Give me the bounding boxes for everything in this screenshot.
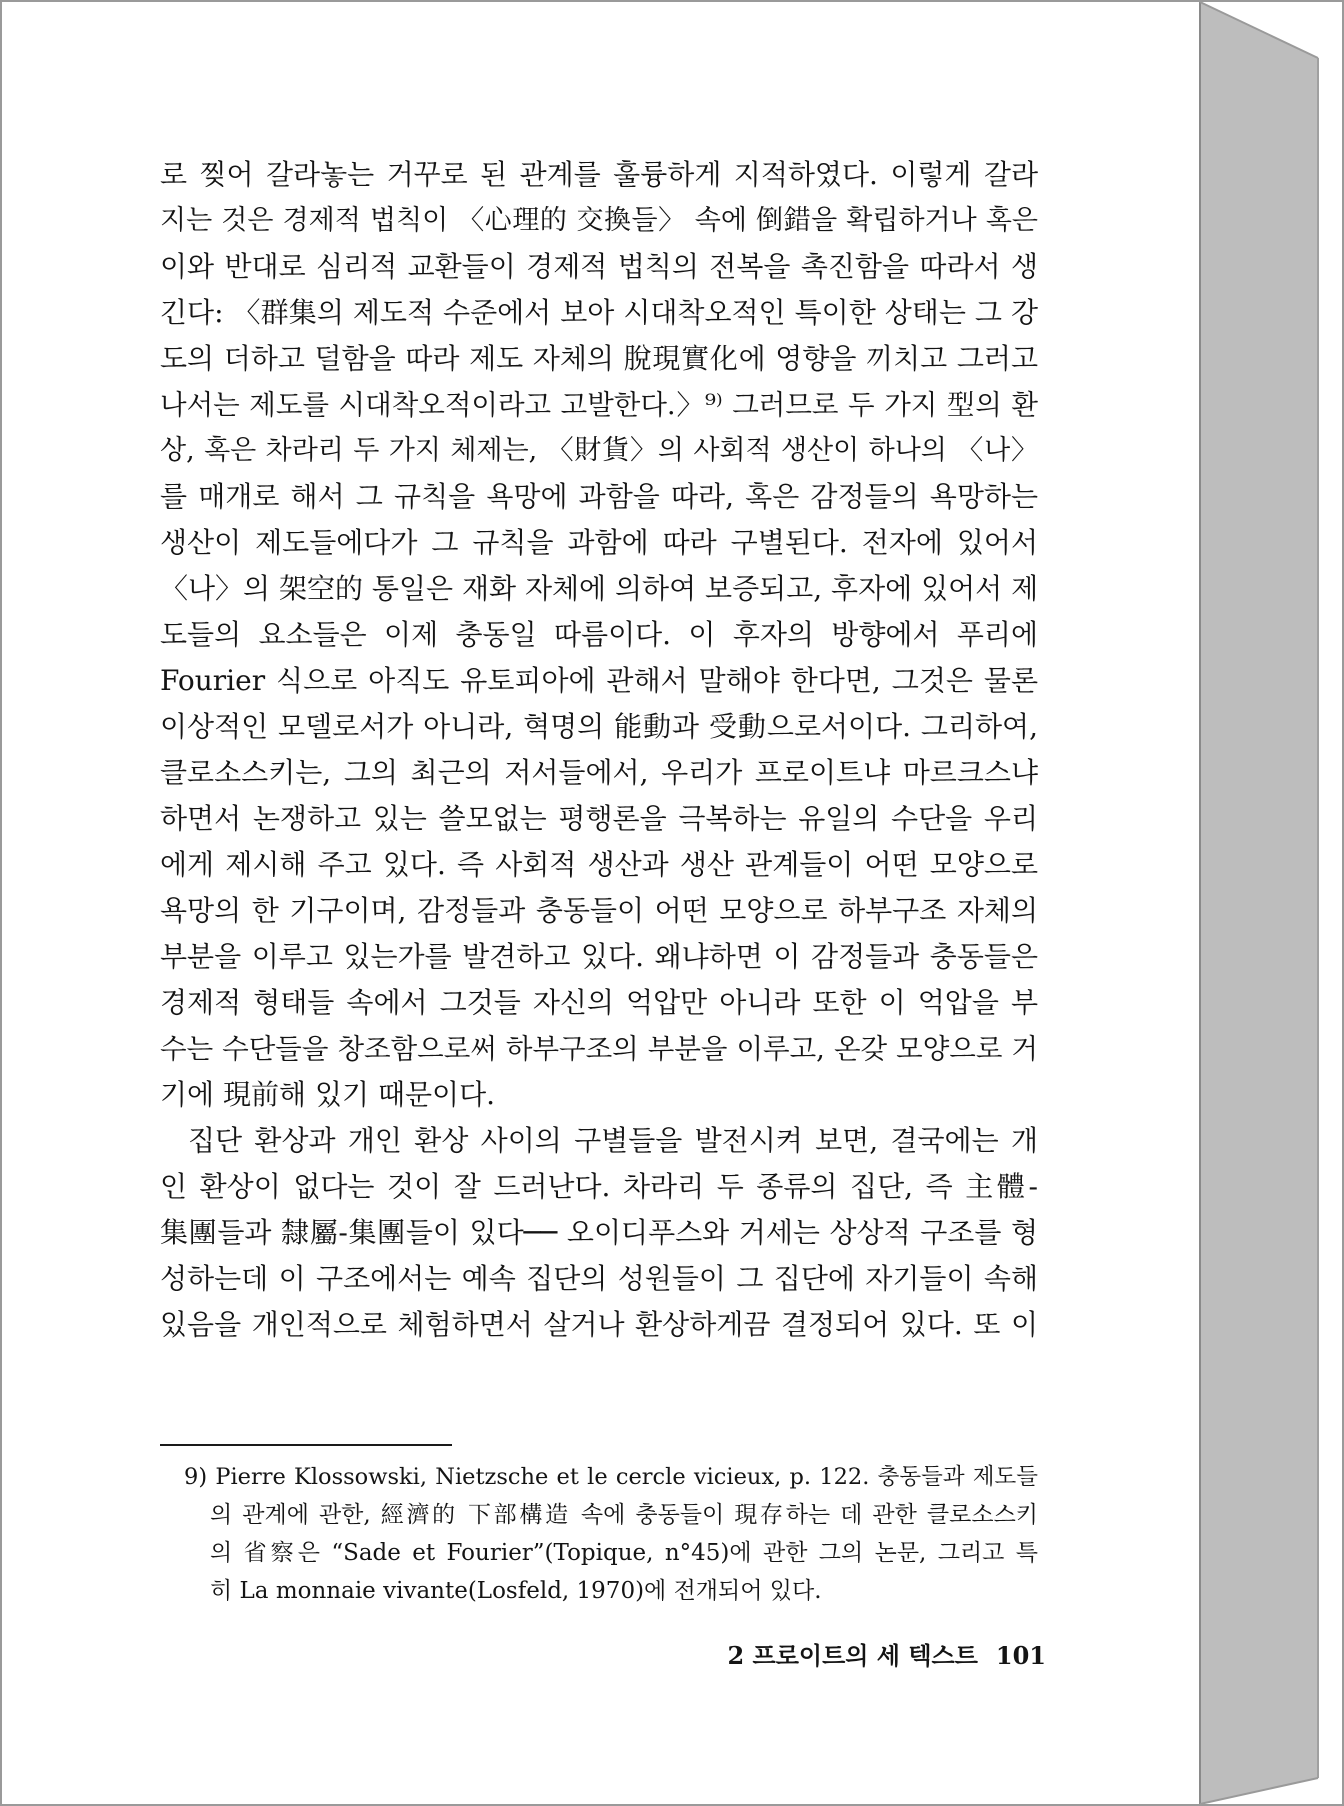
text-line: 이와 반대로 심리적 교환들이 경제적 법칙의 전복을 촉진함을 따라서 생 [160,250,1038,283]
text-line: 로 찢어 갈라놓는 거꾸로 된 관계를 훌륭하게 지적하였다. 이렇게 갈라 [160,158,1038,191]
text-line: 도의 더하고 덜함을 따라 제도 자체의 脫現實化에 영향을 끼치고 그러고 [160,342,1038,375]
text-line: 〈나〉의 架空的 통일은 재화 자체에 의하여 보증되고, 후자에 있어서 제 [160,572,1038,605]
text-line: 있음을 개인적으로 체험하면서 살거나 환상하게끔 결정되어 있다. 또 이 [160,1308,1038,1341]
text-line: 에게 제시해 주고 있다. 즉 사회적 생산과 생산 관계들이 어떤 모양으로 [160,848,1038,881]
text-line: 긴다: 〈群集의 제도적 수준에서 보아 시대착오적인 특이한 상태는 그 강 [160,296,1038,329]
text-line: Fourier 식으로 아직도 유토피아에 관해서 말해야 한다면, 그것은 물론 [160,664,1038,697]
text-line: 생산이 제도들에다가 그 규칙을 과함에 따라 구별된다. 전자에 있어서 [160,526,1038,559]
text-line: 도들의 요소들은 이제 충동일 따름이다. 이 후자의 방향에서 푸리에 [160,618,1038,651]
footnote-line: 의 省察은 “Sade et Fourier”(Topique, n°45)에 관한 그의 논문, 그리고 특 [210,1540,1038,1566]
running-title: 2 프로이트의 세 텍스트 [727,1641,978,1670]
text-line: 클로소스키는, 그의 최근의 저서들에서, 우리가 프로이트냐 마르크스냐 [160,756,1038,789]
text-line: 를 매개로 해서 그 규칙을 욕망에 과함을 따라, 혹은 감정들의 욕망하는 [160,480,1038,513]
footnote-line: 9) Pierre Klossowski, Nietzsche et le cercle vicieux, p. 122. 충동들과 제도들 [184,1464,1038,1490]
text-line: 수는 수단들을 창조함으로써 하부구조의 부분을 이루고, 온갖 모양으로 거 [160,1033,1038,1065]
text-line: 부분을 이루고 있는가를 발견하고 있다. 왜냐하면 이 감정들과 충동들은 [160,940,1038,973]
text-line: 集團들과 隸屬-集團들이 있다── 오이디푸스와 거세는 상상적 구조를 형 [160,1216,1038,1249]
text-line: 지는 것은 경제적 법칙이 〈心理的 交換들〉 속에 倒錯을 확립하거나 혹은 [160,205,1038,236]
footnote-line: 의 관계에 관한, 經濟的 下部構造 속에 충동들이 現存하는 데 관한 클로소스키 [210,1502,1038,1528]
text-line: 성하는데 이 구조에서는 예속 집단의 성원들이 그 집단에 자기들이 속해 [160,1262,1038,1295]
text-line: 기에 現前해 있기 때문이다. [160,1078,496,1111]
text-line: 집단 환상과 개인 환상 사이의 구별들을 발전시켜 보면, 결국에는 개 [188,1124,1038,1157]
page-footer [706,1638,1046,1674]
text-line: 이상적인 모델로서가 아니라, 혁명의 能動과 受動으로서이다. 그리하여, [160,710,1038,743]
text-line: 경제적 형태들 속에서 그것들 자신의 억압만 아니라 또한 이 억압을 부 [160,986,1038,1019]
text-line: 하면서 논쟁하고 있는 쓸모없는 평행론을 극복하는 유일의 수단을 우리 [160,802,1038,835]
footnote-divider [160,1444,452,1446]
footnote-line: 히 La monnaie vivante(Losfeld, 1970)에 전개되어 있다. [210,1578,822,1604]
page-number: 101 [995,1641,1046,1670]
text-line: 나서는 제도를 시대착오적이라고 고발한다.〉⁹⁾ 그러므로 두 가지 型의 환 [160,389,1038,421]
text-line: 욕망의 한 기구이며, 감정들과 충동들이 어떤 모양으로 하부구조 자체의 [160,894,1038,927]
text-line: 인 환상이 없다는 것이 잘 드러난다. 차라리 두 종류의 집단, 즉 主體- [160,1170,1038,1203]
text-line: 상, 혹은 차라리 두 가지 체제는, 〈財貨〉의 사회적 생산이 하나의 〈나〉 [160,435,1038,466]
